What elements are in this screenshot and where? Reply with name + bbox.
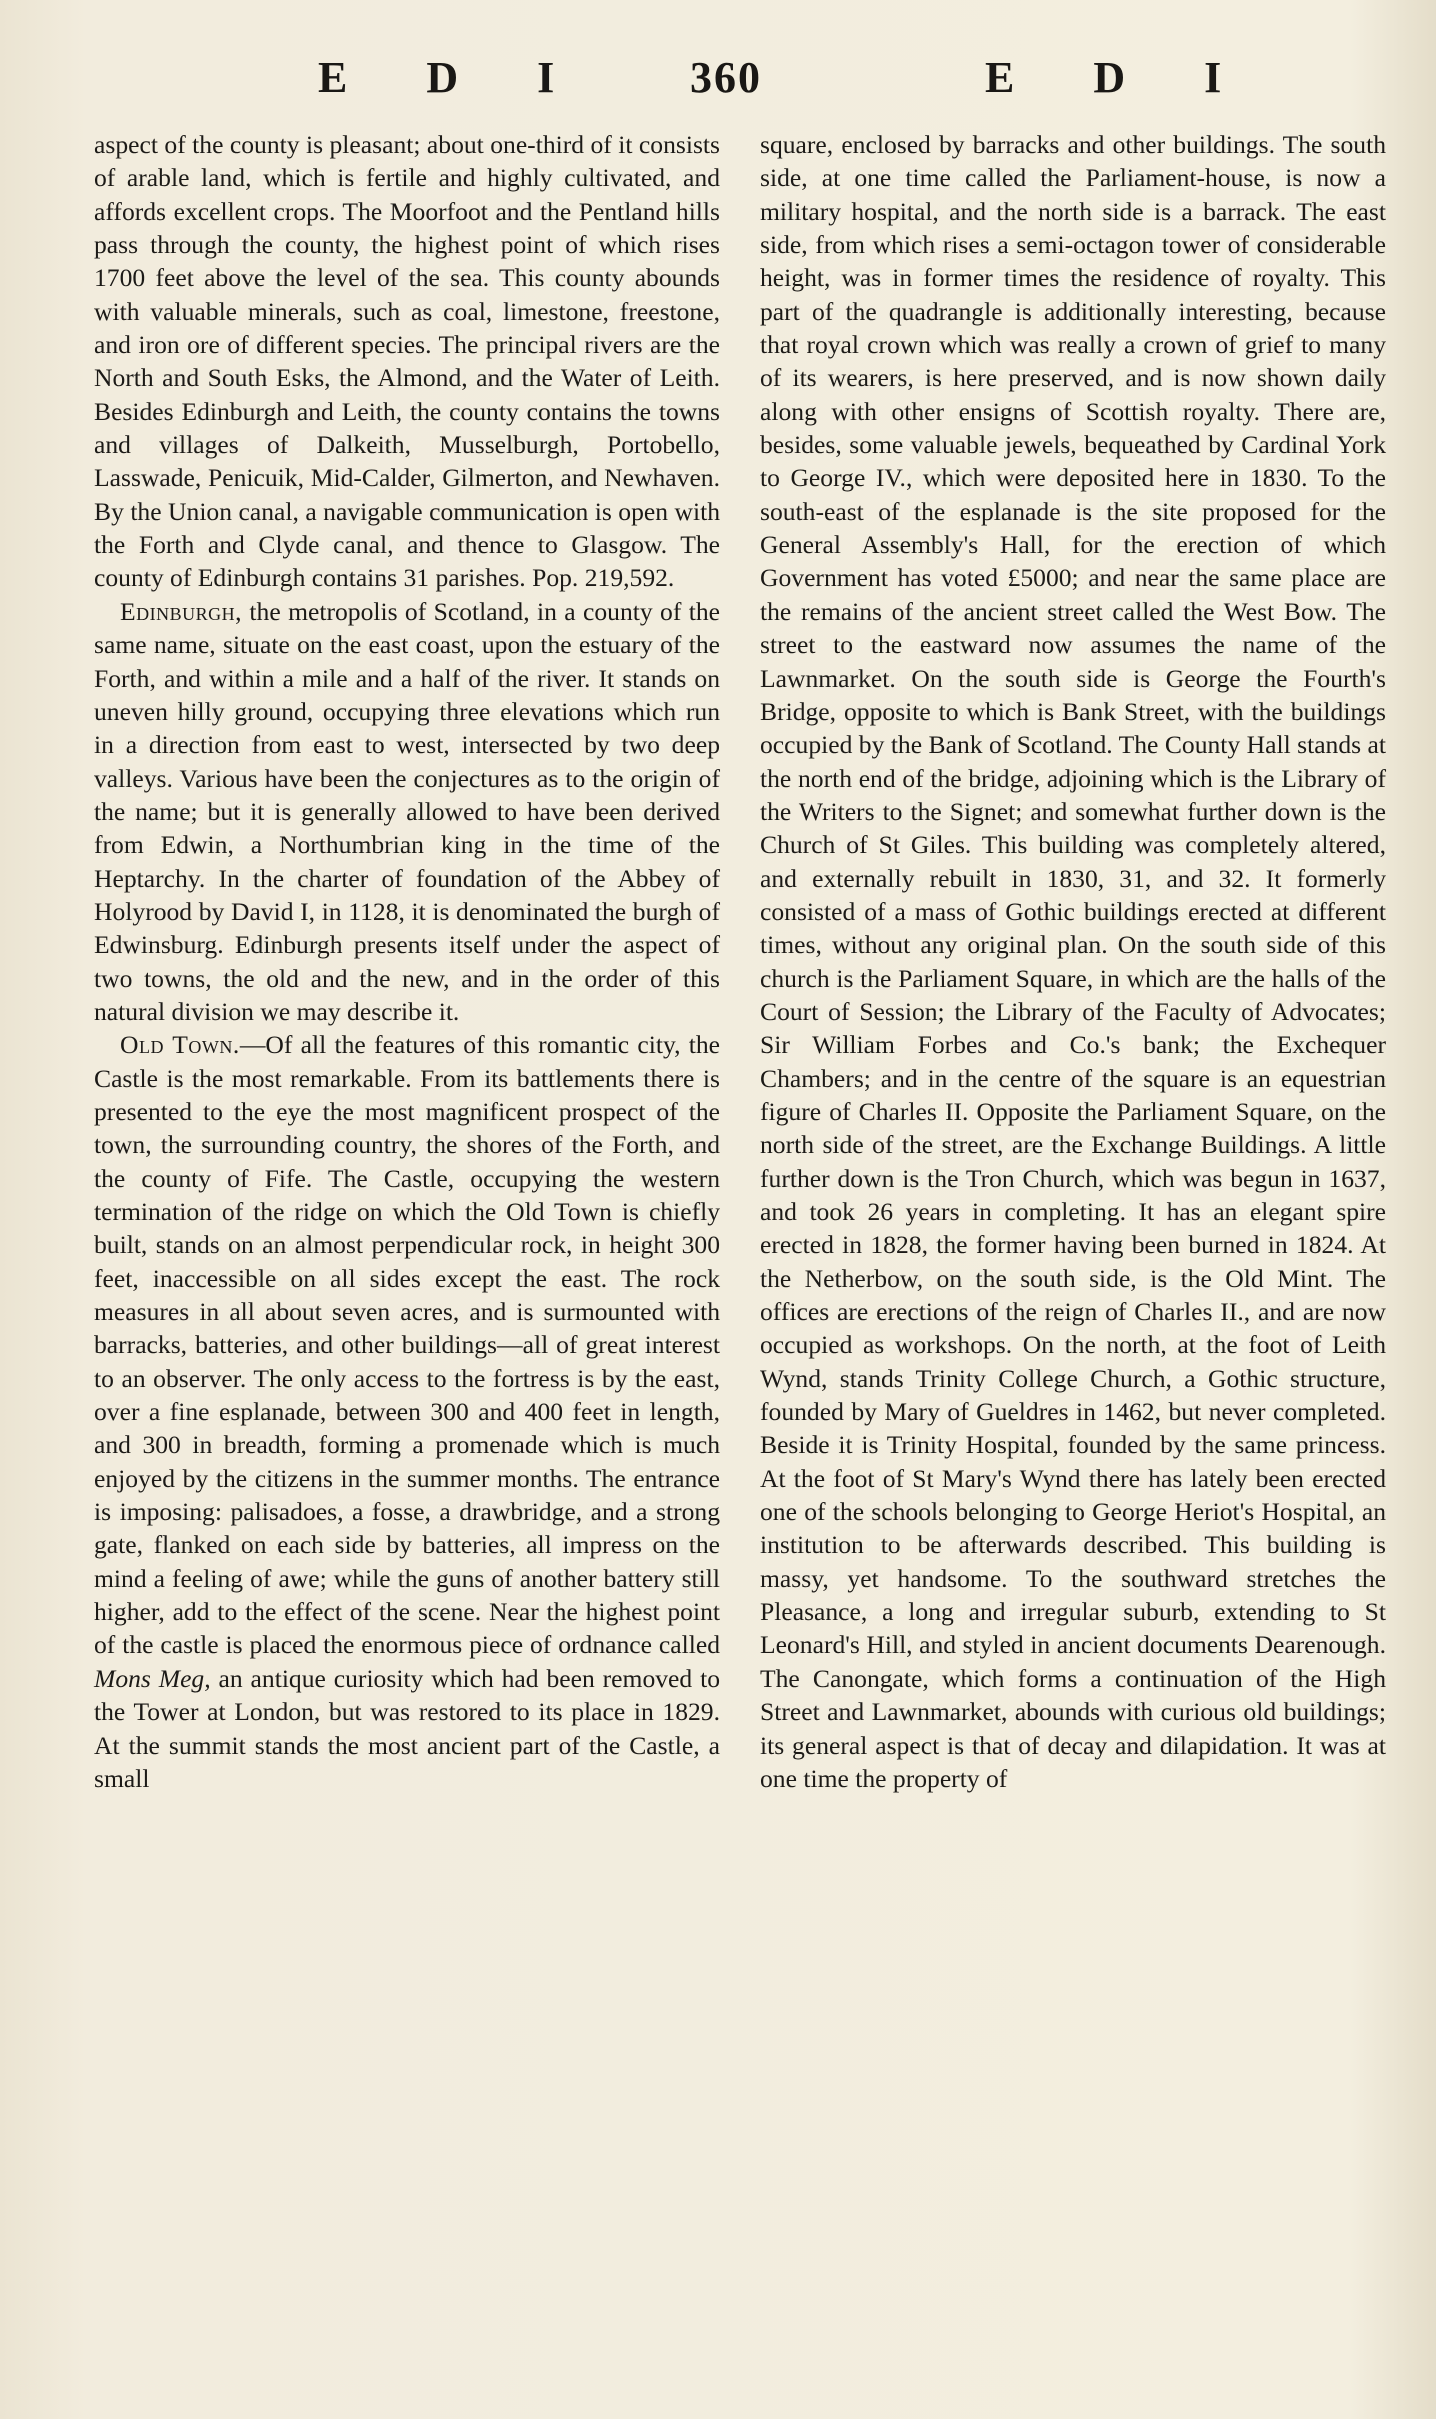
- paragraph-old-town: [94, 1028, 720, 1795]
- section-heading-old-town: Old Town.: [120, 1030, 240, 1060]
- entry-heading-edinburgh: Edinburgh,: [120, 596, 243, 626]
- right-column: [760, 128, 1386, 1795]
- page-number: 360: [690, 53, 762, 102]
- paragraph-old-town-text-b: an antique curiosity which had been removed to the Tower at London, but was restored to its place in 1829. At the summit stands the most ancient part of the Castle, a small: [94, 1663, 720, 1793]
- running-head: [0, 52, 1436, 112]
- header-left: E D I: [318, 53, 589, 102]
- paragraph-old-town-text-a: —Of all the features of this romantic city, the Castle is the most remarkable. From its battlements there is presented to the eye the most magnificent prospect of the town, the surrounding country, the shores of the Forth, and the county of Fife. The Castle, occupying the western termination of the ridge on which the Old Town is chiefly built, stands on an almost perpendicular rock, in height 300 feet, inaccessible on all sides except the east. The rock measures in all about seven acres, and is surmounted with barracks, batteries, and other buildings—all of great interest to an observer. The only access to the fortress is by the east, over a fine esplanade, between 300 and 400 feet in length, and 300 in breadth, forming a promenade which is much enjoyed by the citizens in the summer months. The entrance is imposing: palisadoes, a fosse, a drawbridge, and a strong gate, flanked on each side by batteries, all impress on the mind a feeling of awe; while the guns of another battery still higher, add to the effect of the scene. Near the highest point of the castle is placed the enormous piece of ordnance called: [94, 1030, 721, 1660]
- paragraph-castle-continued: square, enclosed by barracks and other buildings. The south side, at one time called the Parliament-house, is now a military hospital, and the north side is a barrack. The east side, from which rises a semi-octagon tower of considerable height, was in former times the residence of royalty. This part of the quadrangle is additionally interesting, because that royal crown which was really a crown of grief to many of its wearers, is here preserved, and is now shown daily along with other ensigns of Scottish royalty. There are, besides, some valuable jewels, bequeathed by Cardinal York to George IV., which were deposited here in 1830. To the south-east of the esplanade is the site proposed for the General Assembly's Hall, for the erection of which Government has voted £5000; and near the same place are the remains of the ancient street called the West Bow. The street to the eastward now assumes the name of the Lawnmarket. On the south side is George the Fourth's Bridge, opposite to which is Bank Street, with the buildings occupied by the Bank of Scotland. The County Hall stands at the north end of the bridge, adjoining which is the Library of the Writers to the Signet; and somewhat further down is the Church of St Giles. This building was completely altered, and externally rebuilt in 1830, 31, and 32. It formerly consisted of a mass of Gothic buildings erected at different times, without any original plan. On the south side of this church is the Parliament Square, in which are the halls of the Court of Session; the Library of the Faculty of Advocates; Sir William Forbes and Co.'s bank; the Exchequer Chambers; and in the centre of the square is an equestrian figure of Charles II. Opposite the Parliament Square, on the north side of the street, are the Exchange Buildings. A little further down is the Tron Church, which was begun in 1637, and took 26 years in completing. It has an elegant spire erected in 1828, the former having been burned in 1824. At the Netherbow, on the south side, is the Old Mint. The offices are erections of the reign of Charles II., and are now occupied as workshops. On the north, at the foot of Leith Wynd, stands Trinity College Church, a Gothic structure, founded by Mary of Gueldres in 1462, but never completed. Beside it is Trinity Hospital, founded by the same princess. At the foot of St Mary's Wynd there has lately been erected one of the schools belonging to George Heriot's Hospital, an institution to be afterwards described. This building is massy, yet handsome. To the southward stretches the Pleasance, a long and irregular suburb, extending to St Leonard's Hill, and styled in ancient documents Dearenough. The Canongate, which forms a continuation of the High Street and Lawnmarket, abounds with curious old buildings; its general aspect is that of decay and dilapidation. It was at one time the property of: [760, 130, 1386, 1793]
- left-column: [94, 128, 720, 1795]
- paragraph-edinburgh-text: the metropolis of Scotland, in a county of the same name, situate on the east coast, upon the estuary of the Forth, and within a mile and a half of the river. It stands on uneven hilly ground, occupying three elevations which run in a direction from east to west, intersected by two deep valleys. Various have been the conjectures as to the origin of the name; but it is generally allowed to have been derived from Edwin, a Northumbrian king in the time of the Heptarchy. In the charter of foundation of the Abbey of Holyrood by David I, in 1128, it is denominated the burgh of Edwinsburg. Edinburgh presents itself under the aspect of two towns, the old and the new, and in the order of this natural division we may describe it.: [94, 596, 720, 1026]
- header-right: E D I: [985, 53, 1256, 102]
- italic-mons-meg: Mons Meg,: [94, 1663, 211, 1693]
- paragraph-edinburgh: [94, 595, 720, 1028]
- paragraph-county-description: aspect of the county is pleasant; about one-third of it consists of arable land, which is fertile and highly cultivated, and affords excellent crops. The Moorfoot and the Pentland hills pass through the county, the highest point of which rises 1700 feet above the level of the sea. This county abounds with valuable minerals, such as coal, limestone, freestone, and iron ore of different species. The principal rivers are the North and South Esks, the Almond, and the Water of Leith. Besides Edinburgh and Leith, the county contains the towns and villages of Dalkeith, Musselburgh, Portobello, Lasswade, Penicuik, Mid-Calder, Gilmerton, and Newhaven. By the Union canal, a navigable communication is open with the Forth and Clyde canal, and thence to Glasgow. The county of Edinburgh contains 31 parishes. Pop. 219,592.: [94, 130, 720, 593]
